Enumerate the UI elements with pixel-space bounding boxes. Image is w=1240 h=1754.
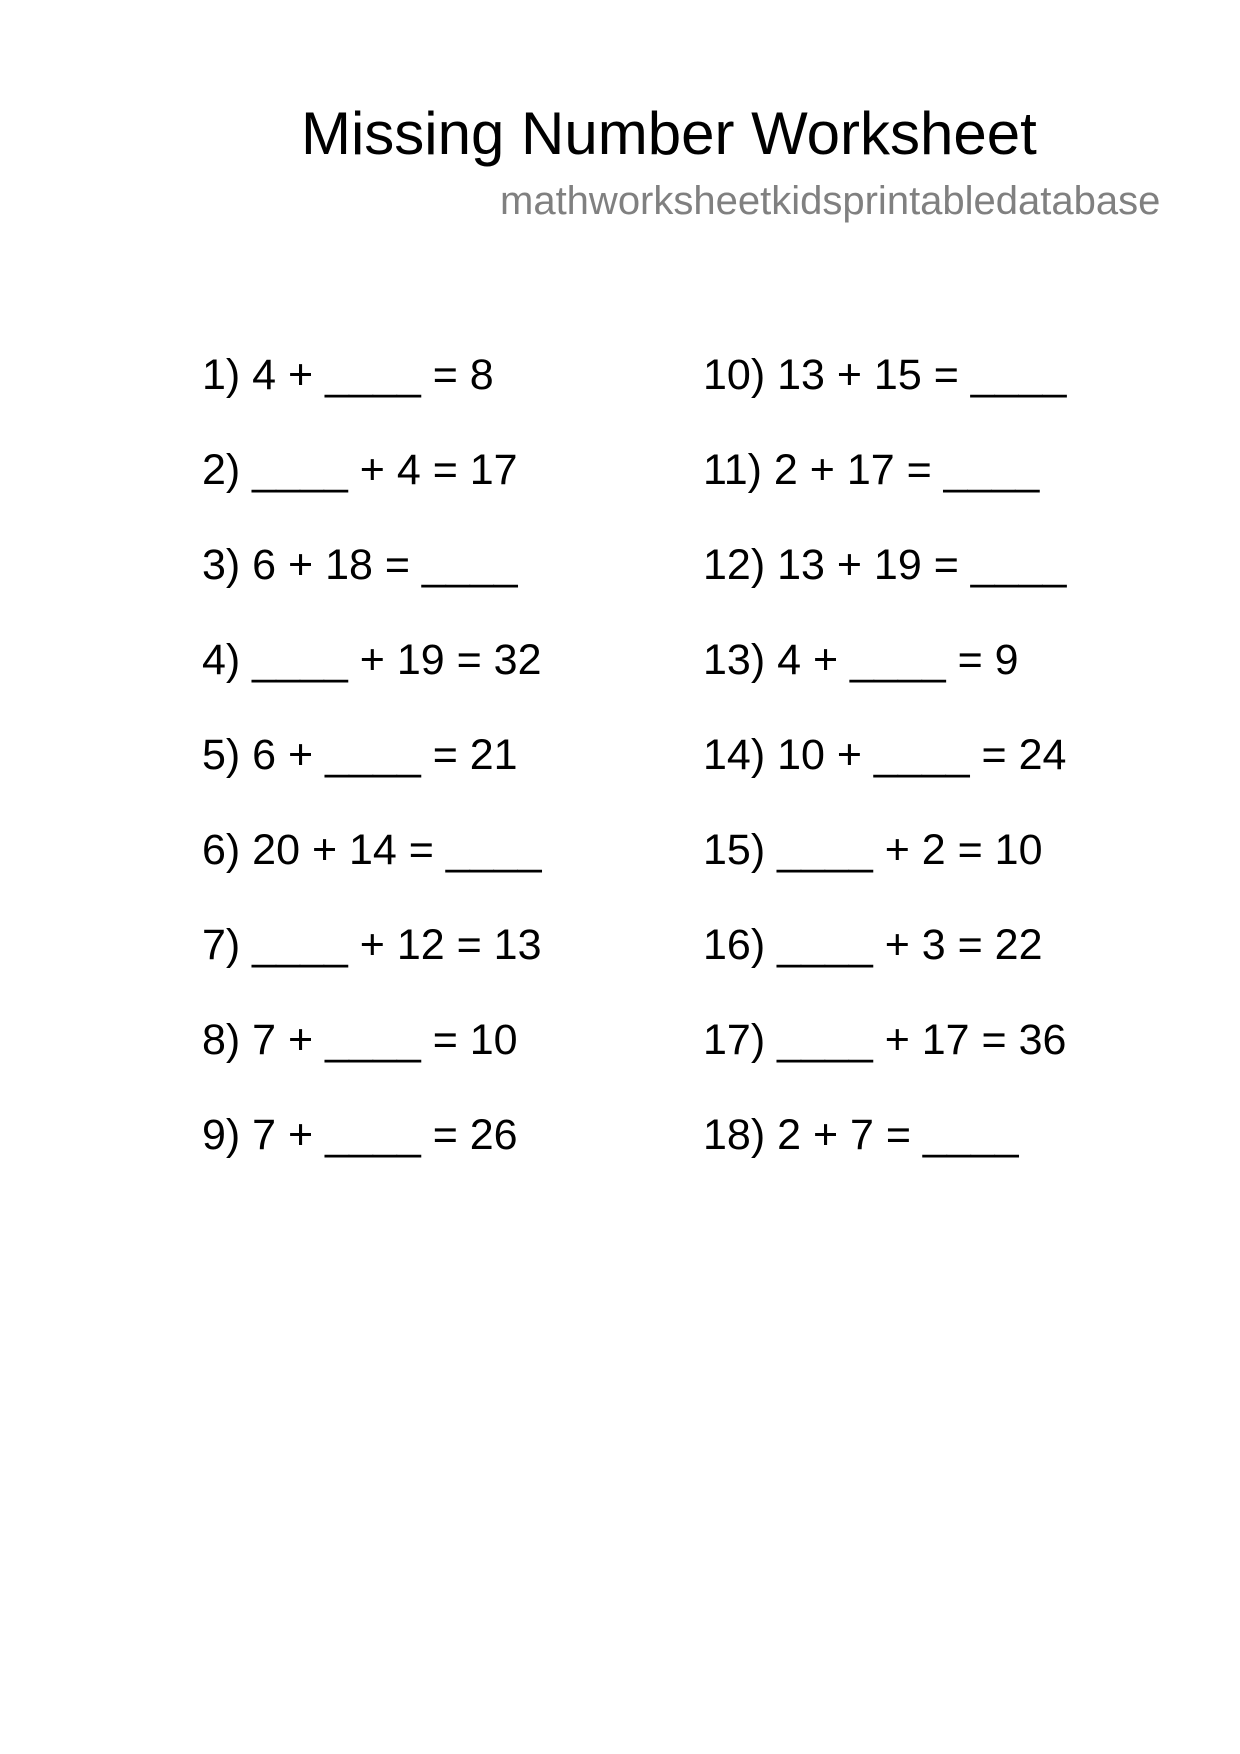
problem-10: 10) 13 + 15 = ____ [703, 351, 1067, 399]
problem-column-left [202, 328, 542, 1183]
problem-17: 17) ____ + 17 = 36 [703, 1016, 1067, 1064]
problem-16: 16) ____ + 3 = 22 [703, 921, 1043, 969]
problem-1: 1) 4 + ____ = 8 [202, 351, 494, 399]
problem-12: 12) 13 + 19 = ____ [703, 541, 1067, 589]
problem-9: 9) 7 + ____ = 26 [202, 1111, 518, 1159]
problem-6: 6) 20 + 14 = ____ [202, 826, 542, 874]
problem-2: 2) ____ + 4 = 17 [202, 446, 518, 494]
problem-18: 18) 2 + 7 = ____ [703, 1111, 1019, 1159]
page-title: Missing Number Worksheet [301, 100, 1037, 167]
problem-13: 13) 4 + ____ = 9 [703, 636, 1019, 684]
problem-5: 5) 6 + ____ = 21 [202, 731, 518, 779]
problem-14: 14) 10 + ____ = 24 [703, 731, 1067, 779]
problem-column-right [703, 328, 1066, 1183]
site-watermark: mathworksheetkidsprintabledatabase [500, 179, 1161, 223]
problem-4: 4) ____ + 19 = 32 [202, 636, 542, 684]
problem-7: 7) ____ + 12 = 13 [202, 921, 542, 969]
problem-11: 11) 2 + 17 = ____ [703, 446, 1040, 494]
problem-3: 3) 6 + 18 = ____ [202, 541, 518, 589]
problem-15: 15) ____ + 2 = 10 [703, 826, 1043, 874]
problem-8: 8) 7 + ____ = 10 [202, 1016, 518, 1064]
